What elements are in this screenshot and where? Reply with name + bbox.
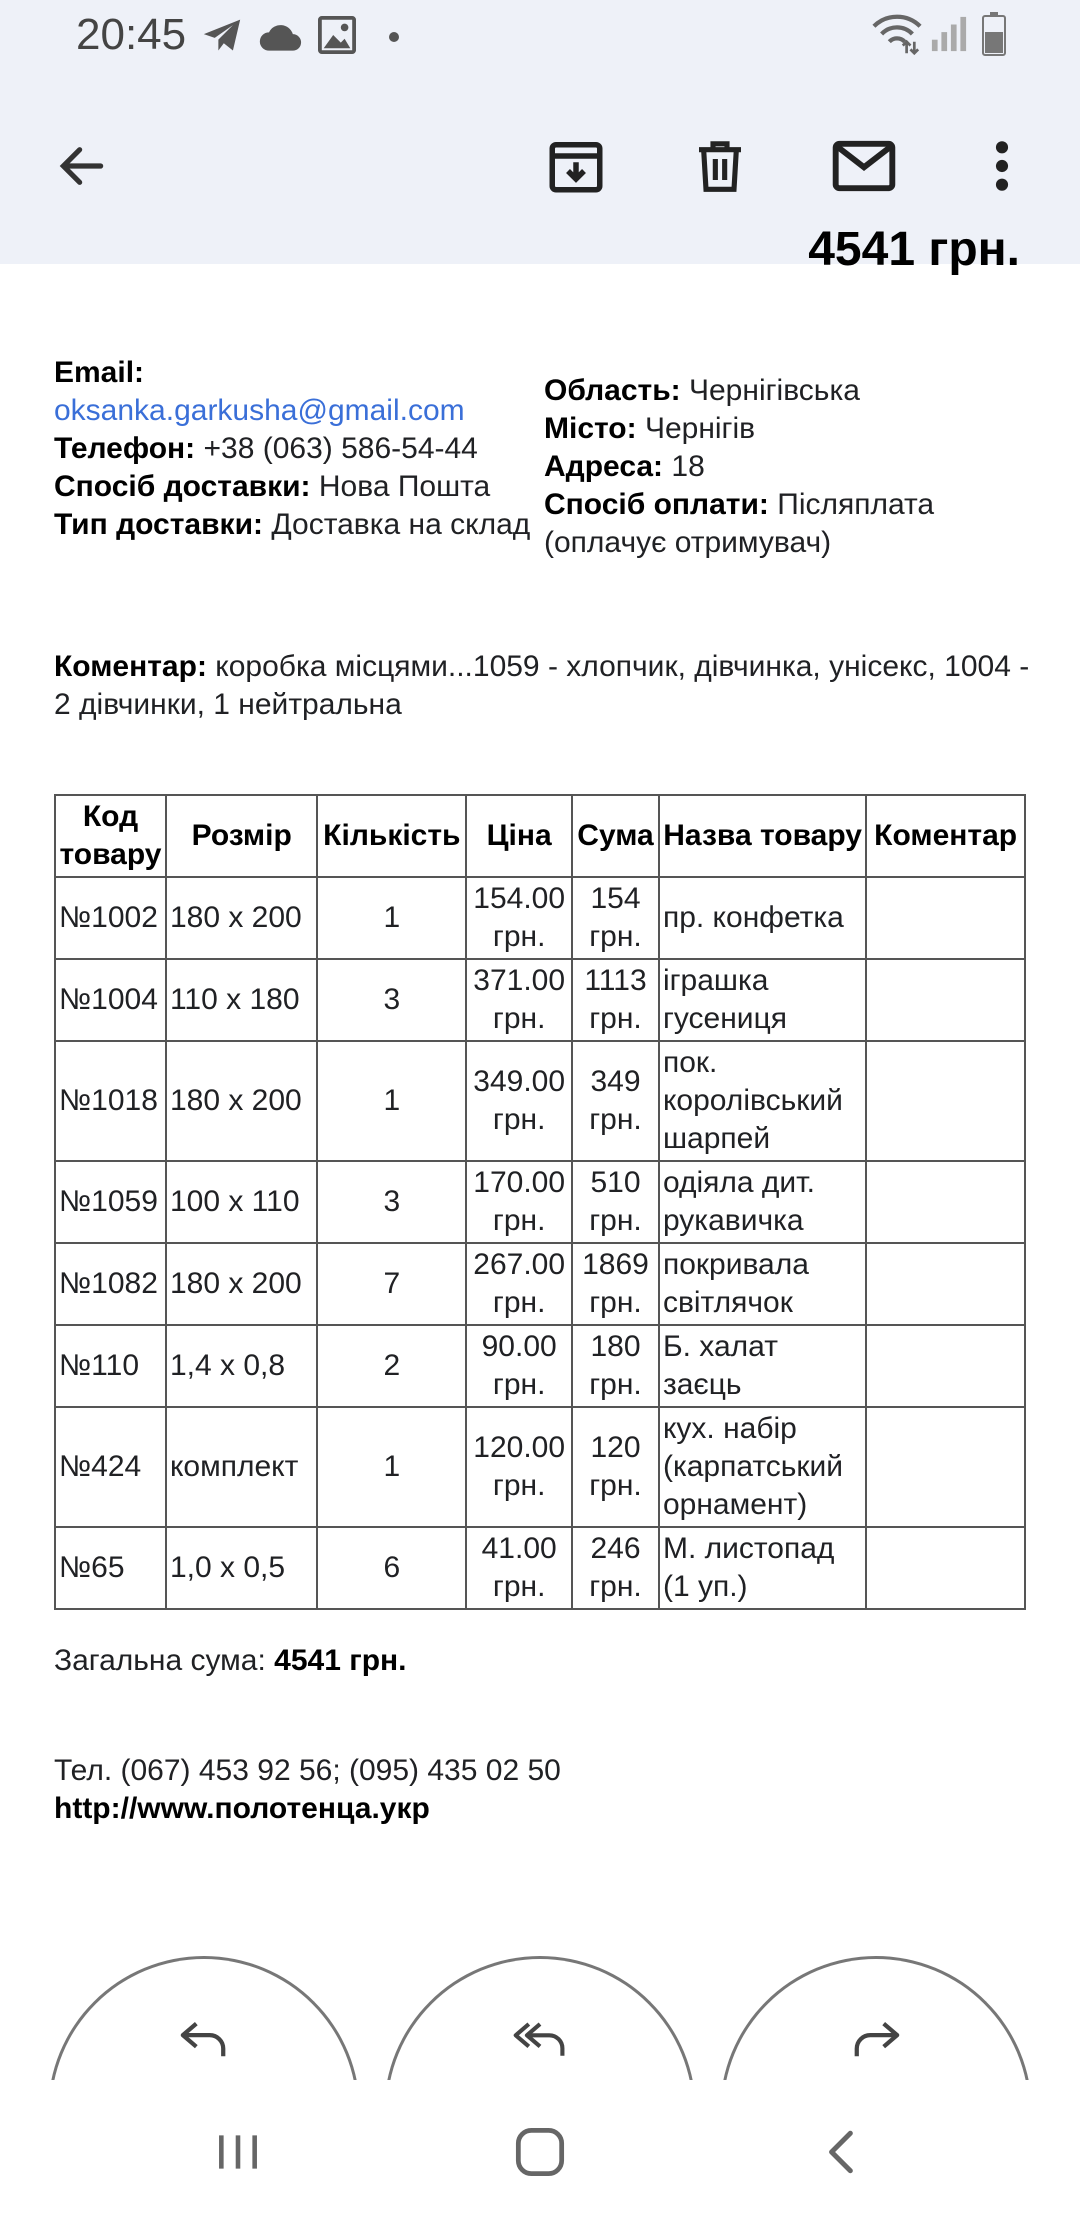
clipped-header-total-text: 4541 грн. xyxy=(808,223,1020,276)
column-header: Сума xyxy=(572,795,659,877)
comment-value: коробка місцями...1059 - хлопчик, дівчинка, унісекс, 1004 - 2 дівчинки, 1 нейтральна xyxy=(54,650,1030,721)
comment-label: Коментар: xyxy=(54,650,207,683)
cell-price: 154.00 грн. xyxy=(466,877,572,959)
cell-name: М. листопад (1 уп.) xyxy=(659,1527,866,1609)
column-header: Ціна xyxy=(466,795,572,877)
table-row xyxy=(55,877,1025,959)
phone-value: +38 (063) 586-54-44 xyxy=(195,432,478,465)
payment-label: Спосіб оплати: xyxy=(544,488,769,521)
cell-qty: 3 xyxy=(317,1161,466,1243)
cell-size: 110 x 180 xyxy=(166,959,317,1041)
wifi-icon xyxy=(872,14,922,59)
cell-size: 1,4 x 0,8 xyxy=(166,1325,317,1407)
cell-sum: 180 грн. xyxy=(572,1325,659,1407)
table-row xyxy=(55,1325,1025,1407)
cell-size: комплект xyxy=(166,1407,317,1527)
cell-comment xyxy=(866,1161,1025,1243)
archive-button[interactable] xyxy=(528,118,624,214)
region-label: Область: xyxy=(544,374,681,407)
cell-comment xyxy=(866,1527,1025,1609)
table-row xyxy=(55,1527,1025,1609)
delivery-method-value: Нова Пошта xyxy=(310,470,491,503)
cell-code: №65 xyxy=(55,1527,166,1609)
cell-name: покривала світлячок xyxy=(659,1243,866,1325)
table-row xyxy=(55,959,1025,1041)
address-value: 18 xyxy=(663,450,705,483)
back-icon xyxy=(820,2127,864,2177)
recents-icon xyxy=(213,2127,263,2177)
customer-contact-info xyxy=(54,354,534,544)
cell-size: 1,0 x 0,5 xyxy=(166,1527,317,1609)
home-icon xyxy=(514,2126,566,2178)
column-header: Кількість xyxy=(317,795,466,877)
more-vert-icon xyxy=(992,138,1012,194)
column-header: Назва товару xyxy=(659,795,866,877)
cell-qty: 2 xyxy=(317,1325,466,1407)
table-row xyxy=(55,1161,1025,1243)
region-value: Чернігівська xyxy=(680,374,860,407)
cell-name: одіяла дит. рукавичка xyxy=(659,1161,866,1243)
cell-comment xyxy=(866,1407,1025,1527)
cell-sum: 246 грн. xyxy=(572,1527,659,1609)
phone-label: Телефон: xyxy=(54,432,196,465)
cloud-icon xyxy=(258,20,302,57)
cell-qty: 7 xyxy=(317,1243,466,1325)
order-total xyxy=(54,1642,407,1680)
cell-name: пок. королівський шарпей xyxy=(659,1041,866,1161)
back-arrow-icon xyxy=(54,138,110,194)
cell-price: 371.00 грн. xyxy=(466,959,572,1041)
cell-comment xyxy=(866,1325,1025,1407)
cell-code: №1059 xyxy=(55,1161,166,1243)
delivery-method-label: Спосіб доставки: xyxy=(54,470,311,503)
total-value: 4541 грн. xyxy=(274,1644,407,1677)
table-row xyxy=(55,1243,1025,1325)
system-nav-bar xyxy=(0,2080,1080,2220)
cell-size: 100 x 110 xyxy=(166,1161,317,1243)
back-arrow-button[interactable] xyxy=(34,118,130,214)
cell-comment xyxy=(866,959,1025,1041)
cell-qty: 1 xyxy=(317,1041,466,1161)
clipped-header-total xyxy=(600,223,1030,276)
cell-sum: 1113 грн. xyxy=(572,959,659,1041)
cell-comment xyxy=(866,1243,1025,1325)
cell-sum: 120 грн. xyxy=(572,1407,659,1527)
cell-price: 170.00 грн. xyxy=(466,1161,572,1243)
gallery-icon xyxy=(318,16,356,59)
battery-icon xyxy=(982,12,1006,61)
cell-code: №1018 xyxy=(55,1041,166,1161)
email-label: Email: xyxy=(54,356,145,389)
mark-unread-button[interactable] xyxy=(816,118,912,214)
cell-comment xyxy=(866,1041,1025,1161)
status-bar xyxy=(0,0,1080,76)
total-label: Загальна сума: xyxy=(54,1644,275,1677)
delivery-type-label: Тип доставки: xyxy=(54,508,264,541)
cell-name: пр. конфетка xyxy=(659,877,866,959)
cell-code: №110 xyxy=(55,1325,166,1407)
telegram-icon xyxy=(200,16,244,61)
forward-icon xyxy=(851,2019,901,2059)
email-footer xyxy=(54,1752,561,1828)
table-header-row xyxy=(55,795,1025,877)
signal-icon xyxy=(930,16,968,57)
order-comment xyxy=(54,648,1034,724)
column-header: Код товару xyxy=(55,795,166,877)
cell-qty: 1 xyxy=(317,1407,466,1527)
cell-size: 180 x 200 xyxy=(166,1243,317,1325)
cell-sum: 154 грн. xyxy=(572,877,659,959)
cell-size: 180 x 200 xyxy=(166,877,317,959)
city-value: Чернігів xyxy=(636,412,756,445)
cell-price: 349.00 грн. xyxy=(466,1041,572,1161)
cell-size: 180 x 200 xyxy=(166,1041,317,1161)
cell-code: №1002 xyxy=(55,877,166,959)
dot-icon xyxy=(388,30,400,48)
app-bar xyxy=(0,96,1080,236)
column-header: Розмір xyxy=(166,795,317,877)
order-table xyxy=(54,794,1026,1610)
footer-url[interactable]: http://www.полотенца.укр xyxy=(54,1792,430,1825)
cell-qty: 6 xyxy=(317,1527,466,1609)
recents-button[interactable] xyxy=(198,2112,278,2192)
column-header: Коментар xyxy=(866,795,1025,877)
reply-icon xyxy=(179,2019,229,2059)
reply-all-icon xyxy=(512,2019,568,2059)
payment-value: Післяплата (оплачує отримувач) xyxy=(544,488,935,559)
address-label: Адреса: xyxy=(544,450,664,483)
mail-icon xyxy=(832,138,896,194)
cell-price: 120.00 грн. xyxy=(466,1407,572,1527)
table-row xyxy=(55,1407,1025,1527)
cell-sum: 349 грн. xyxy=(572,1041,659,1161)
delete-button[interactable] xyxy=(672,118,768,214)
trash-icon xyxy=(692,136,748,196)
home-button[interactable] xyxy=(500,2112,580,2192)
cell-sum: 1869 грн. xyxy=(572,1243,659,1325)
customer-address-info xyxy=(544,372,1014,562)
nav-back-button[interactable] xyxy=(802,2112,882,2192)
cell-qty: 1 xyxy=(317,877,466,959)
archive-icon xyxy=(546,136,606,196)
more-options-button[interactable] xyxy=(954,118,1050,214)
cell-sum: 510 грн. xyxy=(572,1161,659,1243)
cell-code: №424 xyxy=(55,1407,166,1527)
cell-name: кух. набір (карпатський орнамент) xyxy=(659,1407,866,1527)
cell-comment xyxy=(866,877,1025,959)
table-row xyxy=(55,1041,1025,1161)
cell-price: 90.00 грн. xyxy=(466,1325,572,1407)
cell-price: 41.00 грн. xyxy=(466,1527,572,1609)
cell-code: №1004 xyxy=(55,959,166,1041)
cell-name: Б. халат заєць xyxy=(659,1325,866,1407)
cell-price: 267.00 грн. xyxy=(466,1243,572,1325)
status-time: 20:45 xyxy=(76,10,187,59)
city-label: Місто: xyxy=(544,412,637,445)
footer-phones: Тел. (067) 453 92 56; (095) 435 02 50 xyxy=(54,1754,561,1787)
cell-qty: 3 xyxy=(317,959,466,1041)
cell-code: №1082 xyxy=(55,1243,166,1325)
email-link[interactable]: oksanka.garkusha@gmail.com xyxy=(54,394,465,427)
cell-name: іграшка гусениця xyxy=(659,959,866,1041)
delivery-type-value: Доставка на склад xyxy=(263,508,531,541)
